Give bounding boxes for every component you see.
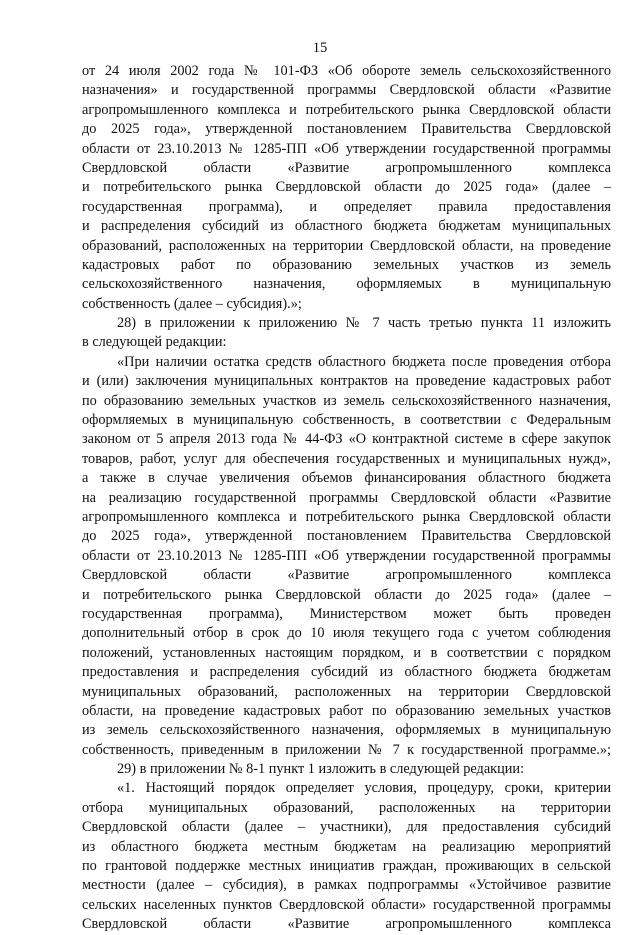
text-line: назначения» и государственной программы Свердловской области «Развитие [82, 82, 611, 99]
text-line: и (или) заключения муниципальных контрактов на проведение кадастровых работ [82, 373, 611, 390]
text-line: собственность, приведенным в приложении № 7 к государственной программе.»; [82, 741, 611, 758]
text-line: 29) в приложении № 8-1 пункт 1 изложить в следующей редакции: [117, 761, 525, 778]
text-line: кадастровых работ по образованию земельных участков из земель [82, 256, 611, 273]
text-line: собственность (далее – субсидия).»; [82, 295, 302, 312]
text-line: законом от 5 апреля 2013 года № 44-ФЗ «О контрактной системе в сфере закупок [82, 431, 611, 448]
text-line: области, на проведение кадастровых работ по образованию земельных участков [82, 702, 611, 719]
text-line: оформляемых в муниципальную собственность, в соответствии с Федеральным [82, 412, 611, 429]
text-line: области от 23.10.2013 № 1285-ПП «Об утверждении государственной программы [82, 547, 611, 564]
text-line: местности (далее – субсидия), в рамках подпрограммы «Устойчивое развитие [82, 877, 611, 894]
text-line: из земель сельскохозяйственного назначения, оформляемых в муниципальную [82, 722, 611, 739]
page-number: 15 [312, 40, 328, 56]
text-line: и потребительского рынка Свердловской области до 2025 года» (далее – [82, 179, 611, 196]
text-line: отбора муниципальных образований, расположенных на территории [82, 799, 611, 816]
text-line: Свердловской области (далее – участники), для предоставления субсидий [82, 819, 611, 836]
text-line: Свердловской области «Развитие агропромышленного комплекса [82, 567, 611, 584]
text-line: агропромышленного комплекса и потребительского рынка Свердловской области [82, 508, 611, 525]
text-line: по грантовой поддержке местных инициатив граждан, проживающих в сельской [82, 858, 611, 875]
text-line: 28) в приложении к приложению № 7 часть третью пункта 11 изложить [117, 315, 611, 332]
text-line: по образованию земельных участков из земель сельскохозяйственного назначения, [82, 392, 611, 409]
text-line: в следующей редакции: [82, 334, 227, 351]
text-line: государственная программа), и определяет правила предоставления [82, 198, 611, 215]
text-line: государственная программа), Министерством может быть проведен [82, 605, 611, 622]
text-line: положений, установленных настоящим порядком, и в соответствии с порядком [82, 644, 611, 661]
text-line: сельскохозяйственного назначения, оформляемых в муниципальную [82, 276, 611, 293]
document-body [82, 62, 611, 935]
text-line: из областного бюджета местным бюджетам на реализацию мероприятий [82, 838, 611, 855]
text-line: от 24 июля 2002 года № 101-ФЗ «Об обороте земель сельскохозяйственного [82, 63, 611, 79]
text-line: до 2025 года», утвержденной постановлением Правительства Свердловской [82, 121, 611, 138]
text-line: на реализацию государственной программы Свердловской области «Развитие [82, 489, 611, 506]
text-line: предоставления и распределения субсидий из областного бюджета бюджетам [82, 664, 611, 681]
text-line: и потребительского рынка Свердловской области до 2025 года» (далее – [82, 586, 611, 603]
text-line: товаров, работ, услуг для обеспечения государственных и муниципальных нужд», [82, 450, 611, 467]
text-line: сельских населенных пунктов Свердловской области» государственной программы [82, 896, 611, 913]
text-line: «При наличии остатка средств областного бюджета после проведения отбора [117, 353, 611, 370]
text-line: и распределения субсидий из областного бюджета бюджетам муниципальных [82, 218, 611, 235]
text-line: а также в случае увеличения объемов финансирования областного бюджета [82, 470, 611, 487]
text-line: муниципальных образований, расположенных на территории Свердловской [82, 683, 611, 700]
text-line: дополнительный отбор в срок до 10 июля текущего года с учетом соблюдения [82, 625, 611, 642]
text-line: Свердловской области «Развитие агропромышленного комплекса [82, 916, 611, 933]
text-line: до 2025 года», утвержденной постановлением Правительства Свердловской [82, 528, 611, 545]
text-line: образований, расположенных на территории Свердловской области, на проведение [82, 237, 611, 254]
text-line: области от 23.10.2013 № 1285-ПП «Об утверждении государственной программы [82, 140, 611, 157]
text-line: «1. Настоящий порядок определяет условия, процедуру, сроки, критерии [117, 780, 611, 797]
text-line: Свердловской области «Развитие агропромышленного комплекса [82, 159, 611, 176]
text-line: агропромышленного комплекса и потребительского рынка Свердловской области [82, 101, 611, 118]
